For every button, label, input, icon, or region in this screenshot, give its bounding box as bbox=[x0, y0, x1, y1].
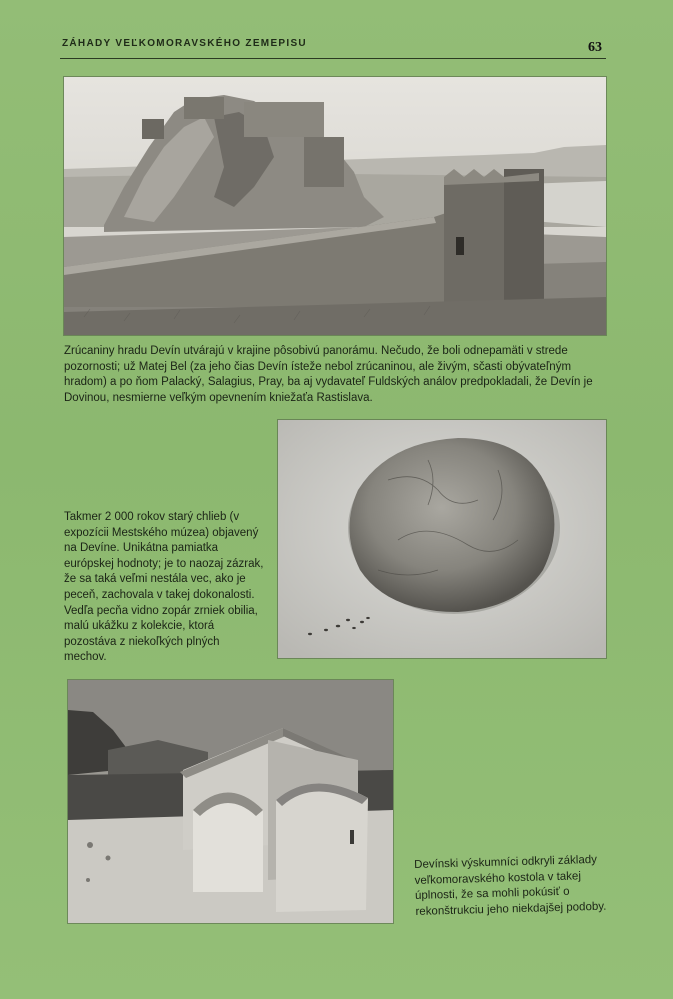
page-number: 63 bbox=[588, 40, 602, 55]
castle-caption: Zrúcaniny hradu Devín utvárajú v krajine pôsobivú panorámu. Nečudo, že boli odnepamäti v strede pozornosti; už Matej Bel (za jeho čias Devín ísteže nebol zrúcaninou, ale živým, sčasti obývateľným hradom) a po ňom Palacký, Salagius, Pray, ba aj vydavateľ Fuldských análov predpokladali, že Devín je Dovinou, nesmierne veľkým opevnením kniežaťa Rastislava. bbox=[64, 345, 593, 404]
running-head: ZÁHADY VEĽKOMORAVSKÉHO ZEMEPISU bbox=[62, 38, 307, 49]
castle-ruins-photo bbox=[64, 77, 606, 335]
bread-caption: Takmer 2 000 rokov starý chlieb (v expozícii Mestského múzea) objavený na Devíne. Unikátna pamiatka európskej hodnoty; je to naozaj zázrak, že sa taká veľmi nestála vec, ako je peceň, zachovala v takej dokonalosti. Vedľa pecňa vidno zopár zrniek obilia, malú ukážku z kolekcie, ktorá pozostáva z niekoľkých plných mechov. bbox=[64, 511, 264, 664]
ancient-bread-photo bbox=[278, 420, 606, 658]
church-caption: Devínski výskumníci odkryli základy veľkomoravského kostola v takej úplnosti, že sa mohli pokúsiť o rekonštrukciu jeho niekdajšej podoby. bbox=[414, 853, 607, 918]
header-rule bbox=[60, 58, 606, 59]
church-reconstruction-photo bbox=[68, 680, 393, 923]
